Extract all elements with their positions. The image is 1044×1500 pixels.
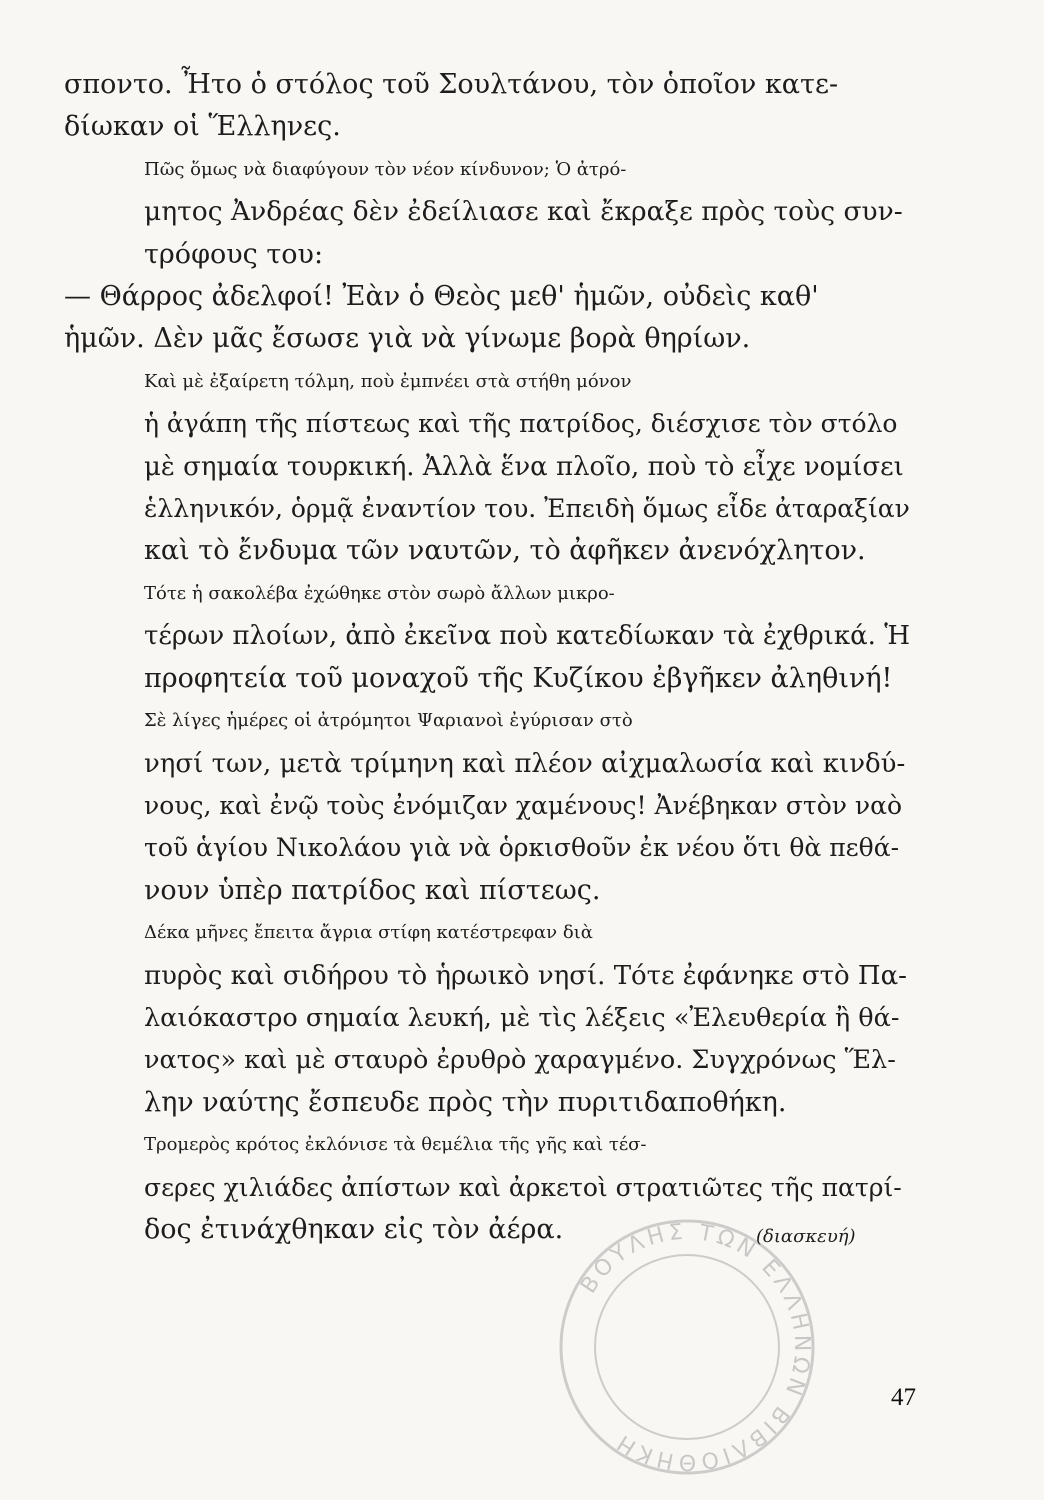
text-line: λην ναύτης ἔσπευδε πρὸς τὴν πυριτιδαποθήκη. (144, 1086, 787, 1118)
adaptation-credit: (διασκευή) (756, 1226, 856, 1247)
text-line: Καὶ μὲ ἐξαίρετη τόλμη, ποὺ ἐμπνέει στὰ στήθη μόνον (144, 370, 632, 392)
text-line: Πῶς ὅμως νὰ διαφύγουν τὸν νέον κίνδυνον; Ὁ ἀτρό- (144, 158, 627, 180)
text-line: Τότε ἡ σακολέβα ἐχώθηκε στὸν σωρὸ ἄλλων μικρο- (144, 582, 615, 604)
text-line: σποντο. Ἦτο ὁ στόλος τοῦ Σουλτάνου, τὸν ὁποῖον κατε- (64, 69, 839, 100)
text-line: καὶ τὸ ἔνδυμα τῶν ναυτῶν, τὸ ἀφῆκεν ἀνενόχλητον. (144, 535, 866, 567)
text-line: τέρων πλοίων, ἀπὸ ἐκεῖνα ποὺ κατεδίωκαν τὰ ἐχθρικά. Ἡ (144, 621, 910, 652)
text-line: νους, καὶ ἐνῷ τοὺς ἐνόμιζαν χαμένους! Ἀνέβηκαν στὸν ναὸ (144, 790, 903, 820)
paragraph (64, 361, 910, 573)
text-line: ἡ ἀγάπη τῆς πίστεως καὶ τῆς πατρίδος, διέσχισε τὸν στόλο (144, 409, 898, 439)
text-line: ἡμῶν. Δὲν μᾶς ἔσωσε γιὰ νὰ γίνωμε βορὰ θηρίων. (64, 323, 751, 355)
body-text (64, 64, 910, 1251)
text-line: πυρὸς καὶ σιδήρου τὸ ἡρωικὸ νησί. Τότε ἐφάνηκε στὸ Πα- (144, 960, 907, 991)
paragraph (64, 64, 910, 149)
page-number: 47 (891, 1384, 916, 1411)
paragraph (64, 912, 910, 1124)
text-line: λαιόκαστρο σημαία λευκή, μὲ τὶς λέξεις «Ἐλευθερία ἢ θά- (144, 1002, 900, 1033)
text-line: — Θάρρος ἀδελφοί! Ἐὰν ὁ Θεὸς μεθ' ἡμῶν, οὐδεὶς καθ' (64, 281, 819, 313)
text-line: νουν ὑπὲρ πατρίδος καὶ πίστεως. (144, 874, 601, 906)
text-line: Δέκα μῆνες ἔπειτα ἄγρια στίφη κατέστρεφαν διὰ (144, 922, 593, 944)
paragraph (64, 700, 910, 912)
text-line: ἑλληνικόν, ὁρμᾷ ἐναντίον του. Ἐπειδὴ ὅμως εἶδε ἀταραξίαν (144, 494, 910, 524)
text-line: Τρομερὸς κρότος ἐκλόνισε τὰ θεμέλια τῆς γῆς καὶ τέσ- (144, 1134, 647, 1156)
text-line: μὲ σημαία τουρκική. Ἀλλὰ ἕνα πλοῖο, ποὺ τὸ εἶχε νομίσει (144, 451, 904, 482)
text-line: τοῦ ἁγίου Νικολάου γιὰ νὰ ὁρκισθοῦν ἐκ νέου ὅτι θὰ πεθά- (144, 833, 900, 863)
text-line: νατος» καὶ μὲ σταυρὸ ἐρυθρὸ χαραγμένο. Συγχρόνως Ἕλ- (144, 1045, 896, 1076)
text-line: δίωκαν οἱ Ἕλληνες. (64, 111, 341, 143)
text-line: νησί των, μετὰ τρίμηνη καὶ πλέον αἰχμαλωσία καὶ κινδύ- (144, 748, 906, 779)
text-line: Σὲ λίγες ἡμέρες οἱ ἀτρόμητοι Ψαριανοὶ ἐγύρισαν στὸ (144, 710, 633, 732)
text-line: μητος Ἀνδρέας δὲν ἐδείλιασε καὶ ἔκραξε πρὸς τοὺς συν- (144, 196, 903, 228)
text-line: τρόφους του: (144, 238, 324, 270)
stamp-text: ΒΟΥΛΗΣ ΤΩΝ ΕΛΛΗΝΩΝ ΒΙΒΛΙΟΘΗΚΗ (576, 1219, 815, 1475)
library-stamp (552, 1212, 822, 1482)
paragraph (64, 573, 910, 700)
text-line: σερες χιλιάδες ἀπίστων καὶ ἀρκετοὶ στρατιῶτες τῆς πατρί- (144, 1172, 902, 1202)
text-line: δος ἐτινάχθηκαν εἰς τὸν ἀέρα. (144, 1213, 564, 1245)
paragraph (64, 149, 910, 276)
text-line: προφητεία τοῦ μοναχοῦ τῆς Κυζίκου ἐβγῆκεν ἀληθινή! (144, 662, 893, 694)
paragraph (64, 276, 910, 361)
